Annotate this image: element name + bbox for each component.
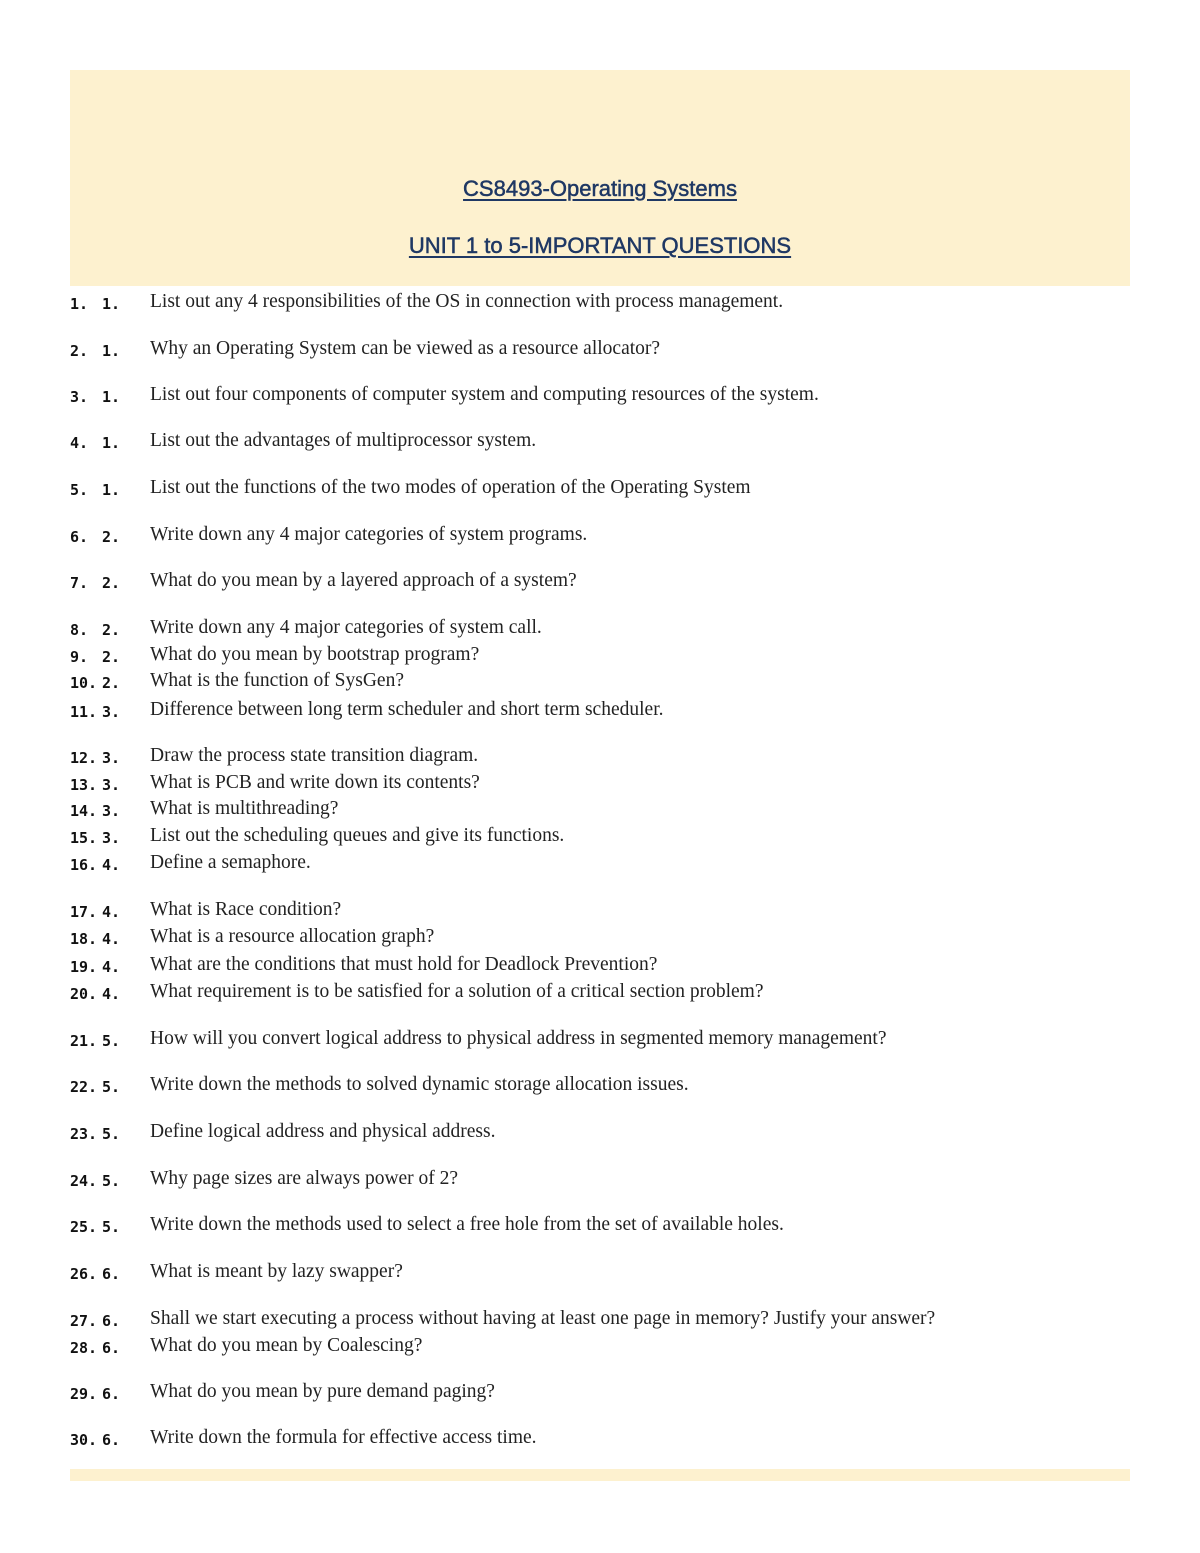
question-item [70,429,1130,453]
question-unit-number: 4. [102,958,121,976]
question-number: 20. [70,985,98,1003]
question-unit-number: 5. [102,1172,121,1190]
question-text: Write down any 4 major categories of system call. [150,617,542,638]
question-item [70,698,1130,722]
question-item [70,1380,1130,1404]
question-item [70,797,1130,821]
question-item [70,669,1130,693]
question-item [70,744,1130,768]
question-text: What is Race condition? [150,899,342,920]
question-number: 4. [70,434,89,452]
question-text: List out the functions of the two modes of operation of the Operating System [150,477,751,498]
question-item [70,1073,1130,1097]
question-item [70,1260,1130,1284]
question-text: What is multithreading? [150,798,339,819]
question-unit-number: 5. [102,1125,121,1143]
question-unit-number: 1. [102,342,121,360]
question-number: 5. [70,481,89,499]
question-text: How will you convert logical address to physical address in segmented memory management? [150,1028,887,1049]
question-text: Define logical address and physical address. [150,1121,496,1142]
question-text: What do you mean by a layered approach of a system? [150,570,577,591]
question-unit-number: 3. [102,802,121,820]
question-text: What is meant by lazy swapper? [150,1261,403,1282]
question-text: Difference between long term scheduler and short term scheduler. [150,699,664,720]
footer-band [70,1469,1130,1481]
question-unit-number: 3. [102,829,121,847]
question-number: 10. [70,674,98,692]
question-text: What is PCB and write down its contents? [150,772,480,793]
question-number: 3. [70,388,89,406]
question-unit-number: 1. [102,434,121,452]
question-unit-number: 6. [102,1339,121,1357]
question-unit-number: 1. [102,388,121,406]
question-item [70,1426,1130,1450]
question-number: 30. [70,1431,98,1449]
question-number: 18. [70,930,98,948]
question-item [70,290,1130,314]
question-text: Define a semaphore. [150,852,311,873]
question-text: What is the function of SysGen? [150,670,404,691]
question-text: What requirement is to be satisfied for a solution of a critical section problem? [150,981,764,1002]
question-item [70,980,1130,1004]
question-item [70,953,1130,977]
question-unit-number: 2. [102,528,121,546]
question-text: Write down the methods to solved dynamic storage allocation issues. [150,1074,689,1095]
question-number: 2. [70,342,89,360]
question-unit-number: 3. [102,776,121,794]
question-number: 29. [70,1385,98,1403]
question-number: 27. [70,1312,98,1330]
question-unit-number: 6. [102,1312,121,1330]
question-number: 22. [70,1078,98,1096]
question-item [70,643,1130,667]
question-item [70,1120,1130,1144]
question-text: What are the conditions that must hold for Deadlock Prevention? [150,954,658,975]
question-number: 16. [70,856,98,874]
question-unit-number: 3. [102,703,121,721]
question-number: 1. [70,295,89,313]
question-item [70,851,1130,875]
question-number: 23. [70,1125,98,1143]
question-unit-number: 2. [102,674,121,692]
question-number: 28. [70,1339,98,1357]
question-unit-number: 4. [102,930,121,948]
question-unit-number: 2. [102,574,121,592]
question-item [70,523,1130,547]
course-title: CS8493-Operating Systems [463,176,737,201]
header-band [70,70,1130,286]
question-number: 19. [70,958,98,976]
question-item [70,1213,1130,1237]
question-item [70,925,1130,949]
question-text: What is a resource allocation graph? [150,926,435,947]
question-text: Why an Operating System can be viewed as a resource allocator? [150,338,661,359]
question-number: 15. [70,829,98,847]
question-text: What do you mean by bootstrap program? [150,644,480,665]
question-unit-number: 4. [102,903,121,921]
question-text: Shall we start executing a process without having at least one page in memory? Justify your answer? [150,1308,936,1329]
question-unit-number: 4. [102,985,121,1003]
question-unit-number: 5. [102,1218,121,1236]
question-text: What do you mean by pure demand paging? [150,1381,495,1402]
question-text: List out any 4 responsibilities of the OS in connection with process management. [150,291,784,312]
question-item [70,1334,1130,1358]
question-unit-number: 6. [102,1431,121,1449]
question-item [70,771,1130,795]
question-item [70,569,1130,593]
question-unit-number: 2. [102,621,121,639]
question-unit-number: 1. [102,295,121,313]
question-number: 7. [70,574,89,592]
question-text: Why page sizes are always power of 2? [150,1168,459,1189]
question-item [70,1167,1130,1191]
question-item [70,616,1130,640]
question-text: Write down any 4 major categories of system programs. [150,524,588,545]
question-text: List out four components of computer system and computing resources of the system. [150,384,819,405]
question-text: Write down the methods used to select a free hole from the set of available holes. [150,1214,784,1235]
question-item [70,898,1130,922]
question-number: 24. [70,1172,98,1190]
question-number: 25. [70,1218,98,1236]
question-item [70,337,1130,361]
question-unit-number: 6. [102,1385,121,1403]
question-number: 12. [70,749,98,767]
question-item [70,383,1130,407]
question-number: 17. [70,903,98,921]
question-number: 13. [70,776,98,794]
question-number: 21. [70,1032,98,1050]
question-text: List out the scheduling queues and give its functions. [150,825,565,846]
question-number: 11. [70,703,98,721]
question-unit-number: 1. [102,481,121,499]
question-number: 26. [70,1265,98,1283]
question-text: Write down the formula for effective access time. [150,1427,537,1448]
question-text: Draw the process state transition diagram. [150,745,479,766]
question-text: List out the advantages of multiprocessor system. [150,430,537,451]
question-item [70,1307,1130,1331]
question-item [70,1027,1130,1051]
question-unit-number: 3. [102,749,121,767]
question-unit-number: 4. [102,856,121,874]
question-number: 14. [70,802,98,820]
question-item [70,476,1130,500]
page-subtitle: UNIT 1 to 5-IMPORTANT QUESTIONS [408,233,792,258]
question-number: 9. [70,648,89,666]
question-unit-number: 2. [102,648,121,666]
question-unit-number: 6. [102,1265,121,1283]
question-item [70,824,1130,848]
question-unit-number: 5. [102,1078,121,1096]
question-number: 8. [70,621,89,639]
question-text: What do you mean by Coalescing? [150,1335,423,1356]
question-number: 6. [70,528,89,546]
question-unit-number: 5. [102,1032,121,1050]
